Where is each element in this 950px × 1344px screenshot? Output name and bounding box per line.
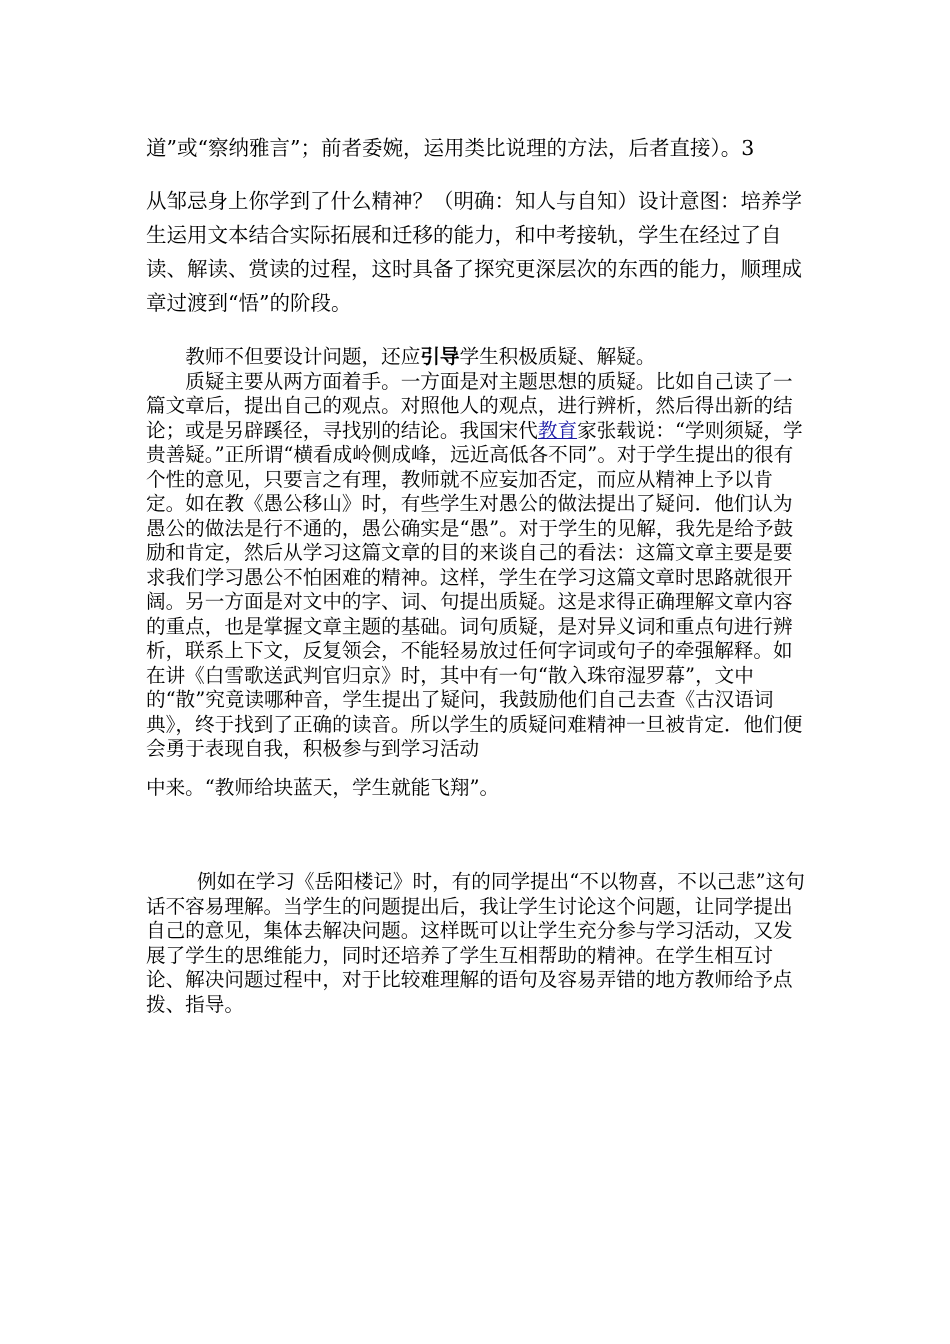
- paragraph-ending-line: 中来。“教师给块蓝天，学生就能飞翔”。: [146, 775, 500, 799]
- section-design-intent: [146, 132, 810, 320]
- section-example: [146, 870, 810, 1017]
- bold-term: 引导: [420, 345, 460, 368]
- section-questioning: [146, 345, 810, 800]
- paragraph-doubt-methods: [146, 370, 810, 801]
- paragraph-guide-questions: [146, 345, 810, 370]
- text-run: 学生积极质疑、解疑。: [459, 345, 656, 368]
- text-run: 教师不但要设计问题，还应: [185, 345, 421, 368]
- education-link[interactable]: 教育: [537, 418, 578, 442]
- text-run: 家张载说：“学则须疑，学贵善疑。”正所谓“横看成岭侧成峰，远近高低各不同”。对于学生提出的很有个性的意见，只要言之有理，教师就不应妄加否定，而应从精神上予以肯定。如在教《愚公移山》时，有些学生对愚公的做法提出了疑问．他们认为愚公的做法是行不通的，愚公确实是“愚”。对于学生的见解，我先是给予鼓励和肯定，然后从学习这篇文章的目的来谈自己的看法：这篇文章主要是要求我们学习愚公不怕困难的精神。这样，学生在学习这篇文章时思路就很开阔。另一方面是对文中的字、词、句提出质疑。这是求得正确理解文章内容的重点，也是掌握文章主题的基础。词句质疑，是对异义词和重点句进行辨析，联系上下文，反复领会，不能轻易放过任何字词或句子的牵强解释。如在讲《白雪歌送武判官归京》时，其中有一句“散入珠帘湿罗幕”，文中的“散”究竟读哪种音，学生提出了疑问，我鼓励他们自己去查《古汉语词典》，终于找到了正确的读音。所以学生的质疑问难精神一旦被肯定．他们便会勇于表现自我，积极参与到学习活动: [146, 418, 803, 760]
- paragraph-yueyang-example: 例如在学习《岳阳楼记》时，有的同学提出“不以物喜，不以己悲”这句话不容易理解。当学生的问题提出后，我让学生讨论这个问题，让同学提出自己的意见，集体去解决问题。这样既可以让学生充分参与学习活动，又发展了学生的思维能力，同时还培养了学生互相帮助的精神。在学生相互讨论、解决问题过程中，对于比较难理解的语句及容易弄错的地方教师给予点拨、指导。: [146, 870, 805, 1016]
- paragraph-design-intent: 从邹忌身上你学到了什么精神？（明确：知人与自知）设计意图：培养学生运用文本结合实际拓展和迁移的能力，和中考接轨，学生在经过了自读、解读、赏读的过程，这时具备了探究更深层次的东西的能力，顺理成章过渡到“悟”的阶段。: [146, 189, 802, 315]
- paragraph-continuation-line: 道”或“察纳雅言”；前者委婉，运用类比说理的方法，后者直接）。3: [146, 136, 755, 160]
- text-run: 质疑主要从两方面着手。一方面是对主题思想的质疑。比如自己读了一篇文章后，提出自己的观点。对照他人的观点，进行辨析，然后得出新的结论；或是另辟蹊径，寻找别的结论。我国宋代: [146, 369, 793, 442]
